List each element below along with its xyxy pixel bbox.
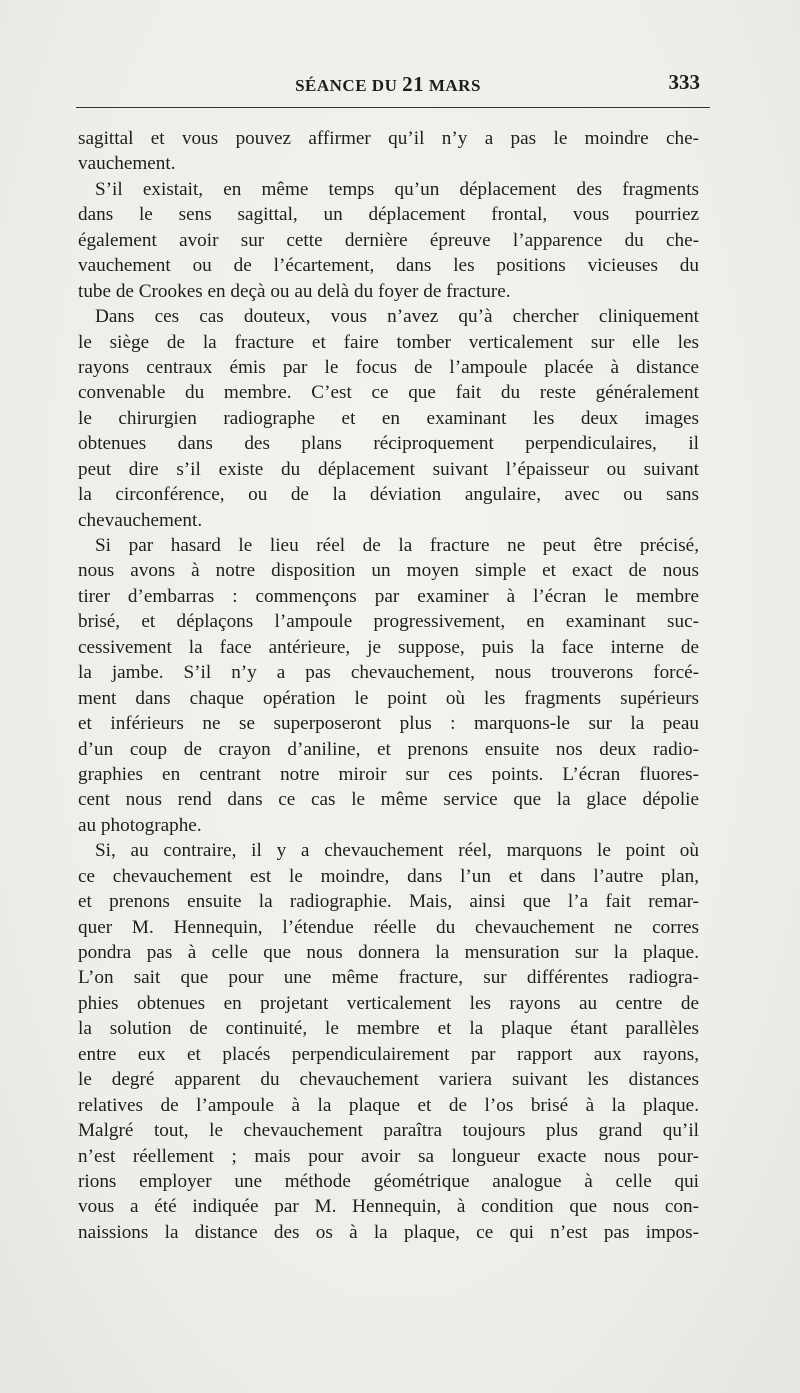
- text-line: nous avons à notre disposition un moyen simple et exact de nous: [78, 560, 699, 582]
- text-line: brisé, et déplaçons l’ampoule progressivement, en examinant suc-: [78, 611, 699, 633]
- text-line: vous a été indiquée par M. Hennequin, à condition que nous con-: [78, 1196, 699, 1218]
- text-line: graphies en centrant notre miroir sur ces points. L’écran fluores-: [78, 763, 699, 785]
- text-line: également avoir sur cette dernière épreuve l’apparence du che-: [78, 229, 699, 251]
- text-line: vauchement.: [78, 153, 176, 175]
- body-text: [78, 126, 699, 1245]
- text-line: quer M. Hennequin, l’étendue réelle du chevauchement ne corres: [78, 916, 699, 938]
- running-head-date: 21: [402, 72, 425, 96]
- text-line: le siège de la fracture et faire tomber verticalement sur elle les: [78, 331, 699, 353]
- text-line: tirer d’embarras : commençons par examiner à l’écran le membre: [78, 585, 699, 607]
- text-line: la circonférence, ou de la déviation angulaire, avec ou sans: [78, 484, 699, 506]
- page-number: 333: [668, 70, 700, 94]
- text-line: ce chevauchement est le moindre, dans l’un et dans l’autre plan,: [78, 865, 699, 887]
- text-line: n’est réellement ; mais pour avoir sa longueur exacte nous pour-: [78, 1145, 699, 1167]
- text-line: le chirurgien radiographe et en examinant les deux images: [78, 407, 699, 429]
- text-line: tube de Crookes en deçà ou au delà du foyer de fracture.: [78, 280, 511, 302]
- text-line: chevauchement.: [78, 509, 203, 531]
- paragraph-start-line: Si, au contraire, il y a chevauchement réel, marquons le point où: [95, 840, 699, 862]
- text-line: sagittal et vous pouvez affirmer qu’il n’y a pas le moindre che-: [78, 128, 699, 149]
- text-line: ment dans chaque opération le point où les fragments supérieurs: [78, 687, 699, 709]
- text-line: relatives de l’ampoule à la plaque et de l’os brisé à la plaque.: [78, 1094, 699, 1116]
- text-line: phies obtenues en projetant verticalement les rayons au centre de: [78, 992, 699, 1014]
- text-line: cessivement la face antérieure, je suppose, puis la face interne de: [78, 636, 699, 658]
- text-line: d’un coup de crayon d’aniline, et prenons ensuite nos deux radio-: [78, 738, 699, 760]
- text-line: Malgré tout, le chevauchement paraîtra toujours plus grand qu’il: [78, 1120, 699, 1142]
- text-line: dans le sens sagittal, un déplacement frontal, vous pourriez: [78, 204, 699, 226]
- text-line: la solution de continuité, le membre et la plaque étant parallèles: [78, 1018, 699, 1040]
- text-line: et prenons ensuite la radiographie. Mais, ainsi que l’a fait remar-: [78, 891, 699, 913]
- running-head-part-2: MARS: [424, 76, 481, 95]
- text-line: pondra pas à celle que nous donnera la mensuration sur la plaque.: [78, 942, 699, 963]
- text-line: vauchement ou de l’écartement, dans les positions vicieuses du: [78, 255, 699, 277]
- page-header: [76, 66, 700, 102]
- text-line: au photographe.: [78, 814, 202, 836]
- text-line: obtenues dans des plans réciproquement perpendiculaires, il: [78, 433, 699, 455]
- text-line: cent nous rend dans ce cas le même service que la glace dépolie: [78, 789, 699, 811]
- text-line: L’on sait que pour une même fracture, sur différentes radiogra-: [78, 967, 699, 989]
- text-line: convenable du membre. C’est ce que fait du reste généralement: [78, 382, 699, 404]
- text-line: peut dire s’il existe du déplacement suivant l’épaisseur ou suivant: [78, 458, 699, 480]
- paragraph-start-line: Si par hasard le lieu réel de la fracture ne peut être précisé,: [95, 535, 699, 556]
- text-line: le degré apparent du chevauchement variera suivant les distances: [78, 1069, 699, 1091]
- paragraph-start-line: S’il existait, en même temps qu’un déplacement des fragments: [95, 178, 699, 200]
- text-line: la jambe. S’il n’y a pas chevauchement, nous trouverons forcé-: [78, 662, 699, 684]
- running-head: [76, 72, 700, 97]
- running-head-part-1: SÉANCE DU: [295, 76, 403, 95]
- text-line: rayons centraux émis par le focus de l’ampoule placée à distance: [78, 356, 699, 378]
- text-line: et inférieurs ne se superposeront plus : marquons-le sur la peau: [78, 713, 699, 735]
- text-line: naissions la distance des os à la plaque, ce qui n’est pas impos-: [78, 1221, 699, 1243]
- text-line: entre eux et placés perpendiculairement par rapport aux rayons,: [78, 1043, 699, 1065]
- header-rule: [76, 107, 710, 108]
- paragraph-start-line: Dans ces cas douteux, vous n’avez qu’à chercher cliniquement: [95, 306, 699, 328]
- text-line: rions employer une méthode géométrique analogue à celle qui: [78, 1170, 699, 1192]
